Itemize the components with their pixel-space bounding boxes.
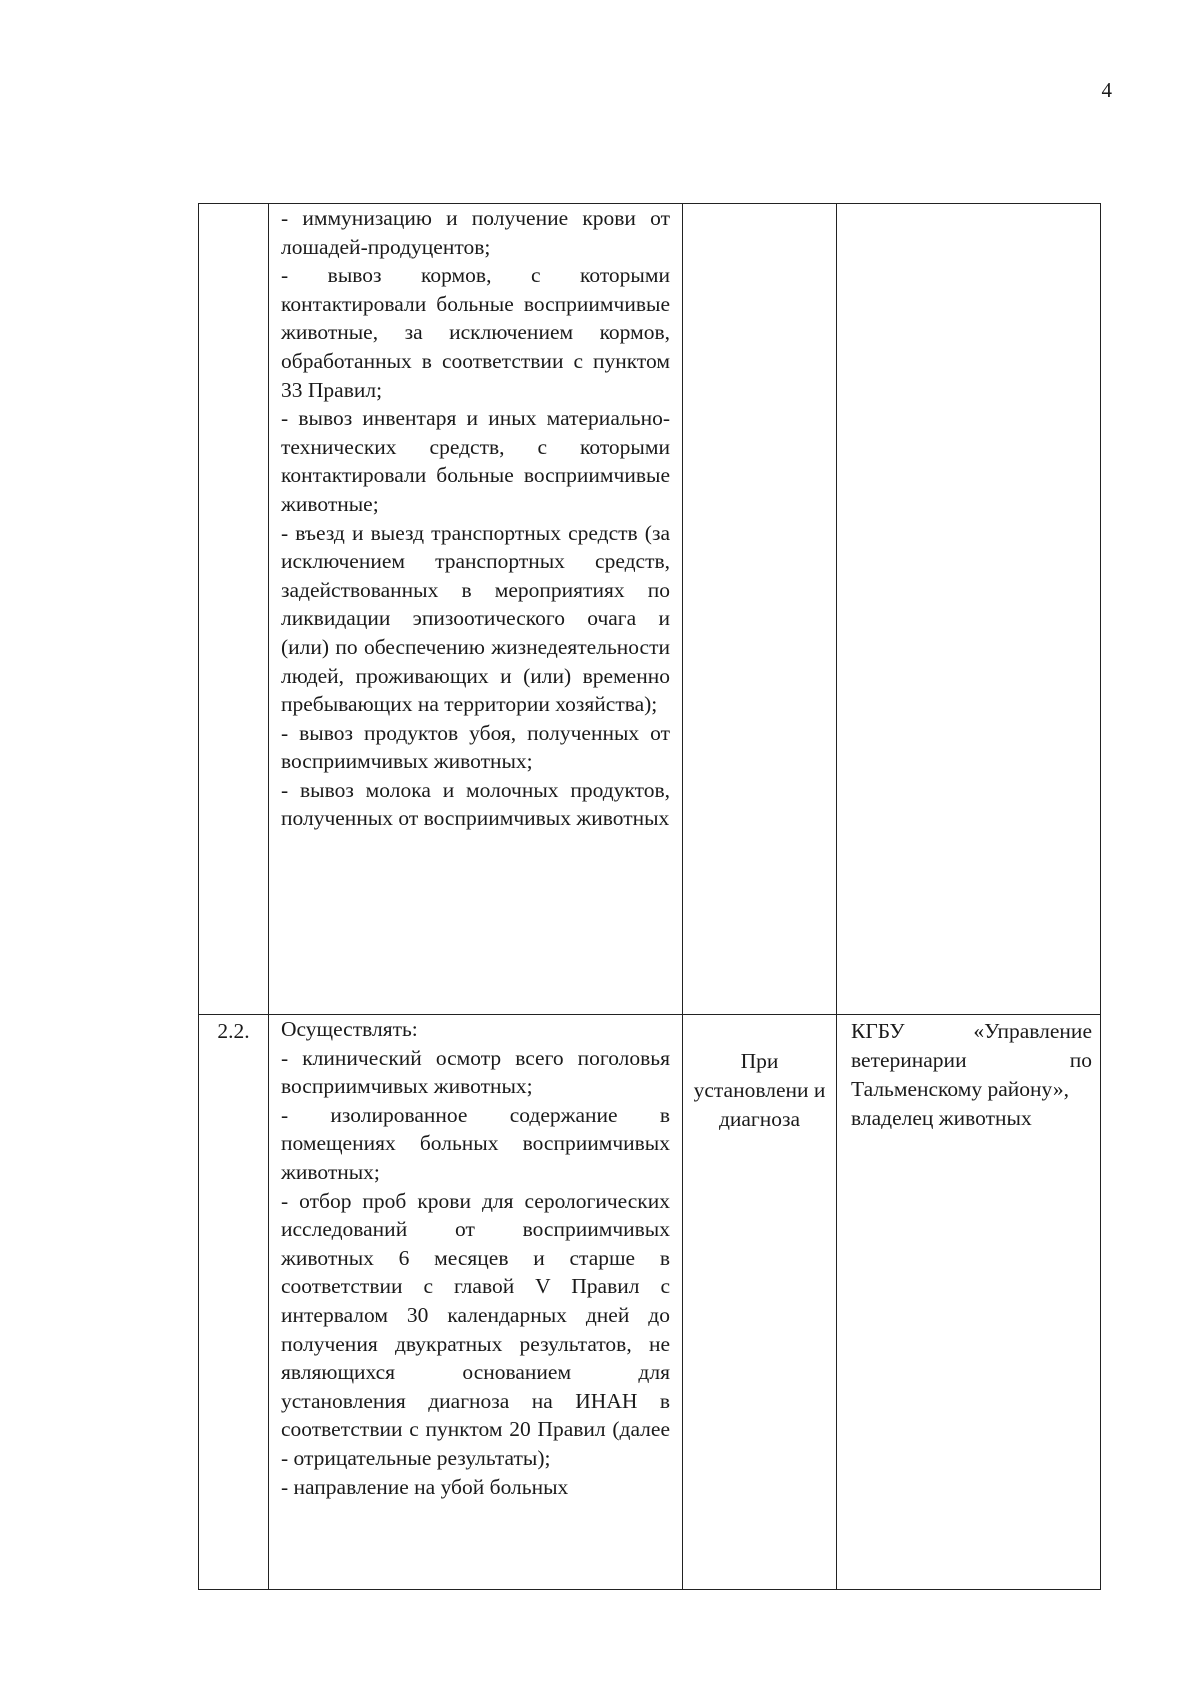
- measure-item: - вывоз кормов, с которыми контактировали больные восприимчивые животные, за исключением кормов, обработанных в соответствии с пунктом 33 Правил;: [281, 263, 670, 402]
- measure-item: - отбор проб крови для серологических исследований от восприимчивых животных 6 месяцев и старше в соответствии с главой V Правил с интервалом 30 календарных дней до получения двукратных результатов, не являющихся основанием для установления диагноза на ИНАН в соответствии с пунктом 20 Правил (далее - отрицательные результаты);: [281, 1188, 670, 1470]
- measures-cell: [269, 1015, 683, 1590]
- row-number: [199, 204, 268, 206]
- measure-item: - вывоз продуктов убоя, полученных от восприимчивых животных;: [281, 720, 670, 774]
- measure-item: - иммунизацию и получение крови от лошадей-продуцентов;: [281, 206, 670, 259]
- measure-item: - направление на убой больных: [281, 1474, 569, 1499]
- measure-item: - изолированное содержание в помещениях больных восприимчивых животных;: [281, 1102, 670, 1184]
- responsible-cell: [837, 1015, 1101, 1590]
- term-text: [683, 204, 836, 236]
- measure-item: - клинический осмотр всего поголовья восприимчивых животных;: [281, 1045, 670, 1099]
- measure-item: - вывоз инвентаря и иных материально-технических средств, с которыми контактировали больные восприимчивые животные;: [281, 406, 670, 516]
- responsible-organization: КГБУ «Управление ветеринарии по Тальменскому району»,: [851, 1019, 1092, 1101]
- responsible-text: [837, 204, 1100, 206]
- table-row: [199, 1015, 1101, 1590]
- measure-item: - вывоз молока и молочных продуктов, полученных от восприимчивых животных: [281, 777, 670, 831]
- term-text: При установлени и диагноза: [693, 1049, 826, 1131]
- term-cell: [683, 1015, 837, 1590]
- row-number: 2.2.: [217, 1019, 250, 1043]
- measures-cell: [269, 204, 683, 1015]
- row-number-cell: [199, 1015, 269, 1590]
- row-number-cell: [199, 204, 269, 1015]
- measures-table: [198, 203, 1101, 1590]
- page-number: 4: [1101, 78, 1112, 102]
- measure-item: Осуществлять:: [281, 1017, 418, 1041]
- table-row: [199, 204, 1101, 1015]
- measure-item: - въезд и выезд транспортных средств (за исключением транспортных средств, задействованных в мероприятиях по ликвидации эпизоотического очага и (или) по обеспечению жизнедеятельности людей, проживающих и (или) временно пребывающих на территории хозяйства);: [281, 520, 670, 717]
- responsible-cell: [837, 204, 1101, 1015]
- term-cell: [683, 204, 837, 1015]
- responsible-owner: владелец животных: [851, 1106, 1032, 1130]
